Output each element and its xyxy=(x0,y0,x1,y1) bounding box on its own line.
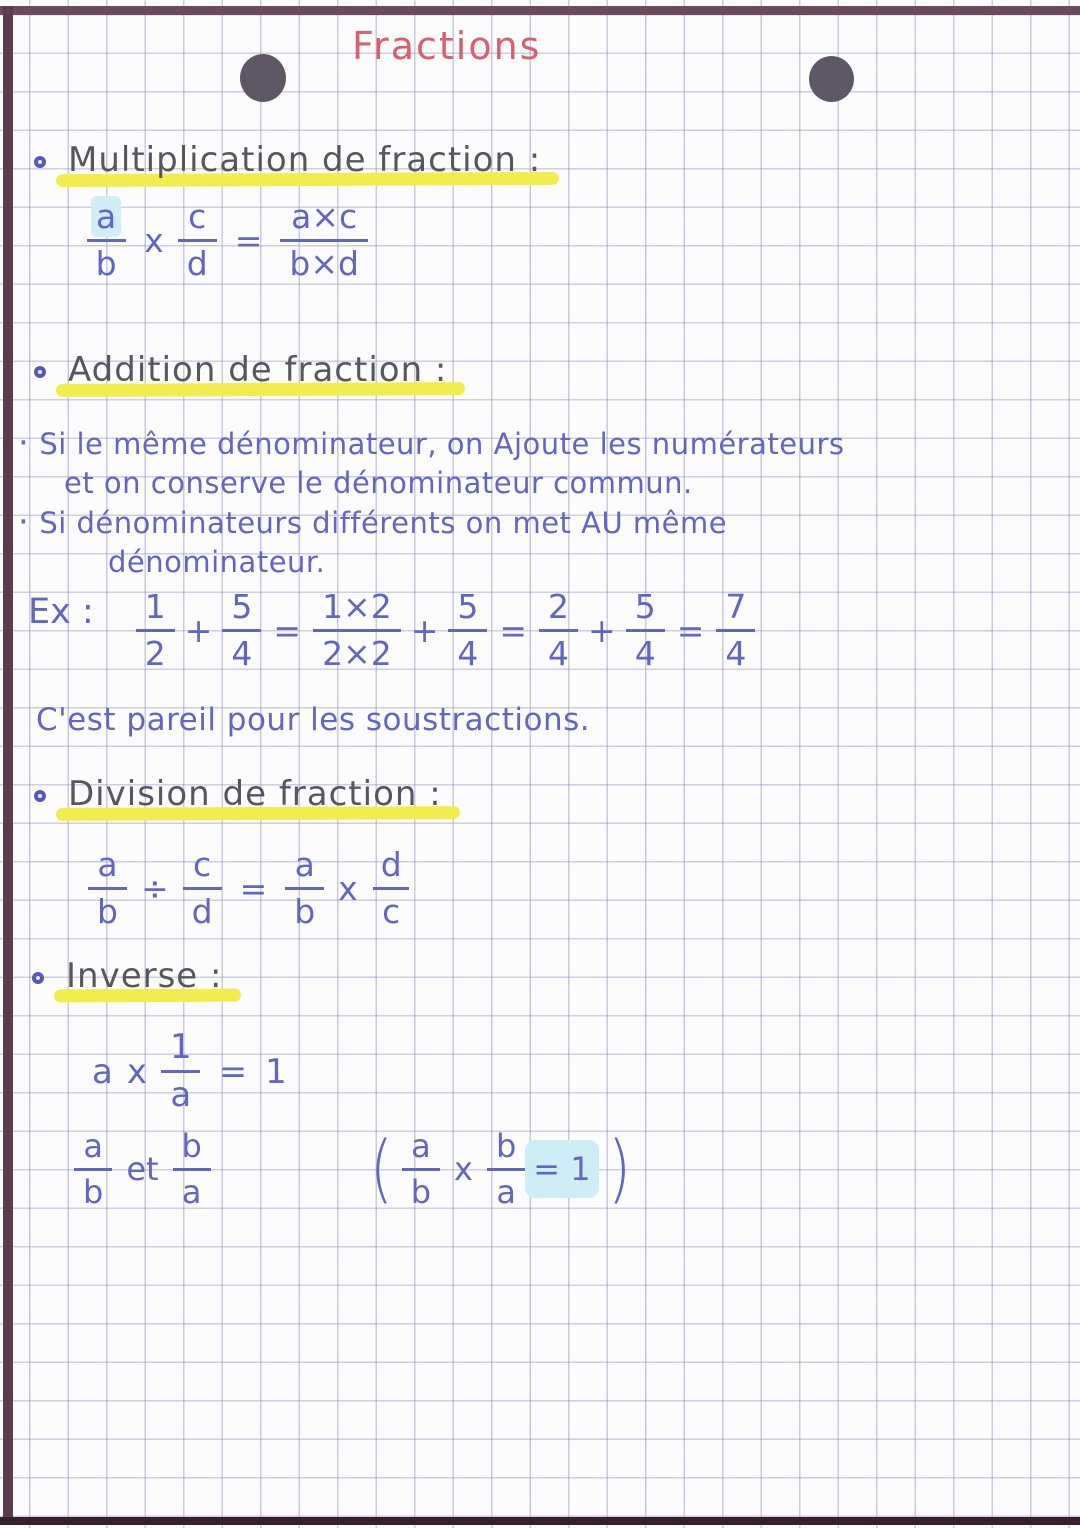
equals-sign: = xyxy=(218,1051,248,1092)
equals-sign: = xyxy=(676,610,705,650)
times-sign: x xyxy=(126,1051,147,1092)
fraction: $\frac{2}{4}$ xyxy=(539,588,578,673)
et-word: et xyxy=(126,1150,159,1189)
plus-sign: + xyxy=(184,610,213,650)
fraction: $\frac{a\times c}{b\times d}$ xyxy=(280,198,368,283)
equals-sign: = xyxy=(499,610,528,650)
cyan-highlight: a xyxy=(91,196,121,237)
section-heading: Addition de fraction : xyxy=(68,350,448,390)
section-inverse xyxy=(32,956,223,996)
addition-example xyxy=(28,588,755,673)
multiplication-formula xyxy=(82,198,368,283)
dot-bullet-icon: · xyxy=(18,502,30,542)
note-line: · Si dénominateurs différents on met AU même xyxy=(18,502,728,542)
times-sign: x xyxy=(454,1150,473,1189)
fraction: $\frac{5}{4}$ xyxy=(448,588,487,673)
page-edge-left xyxy=(3,6,13,1520)
fraction: $\frac{c}{d}$ xyxy=(178,198,217,283)
equals-sign: = xyxy=(273,610,302,650)
open-paren: ( xyxy=(369,1126,393,1213)
section-heading: Inverse : xyxy=(66,956,223,996)
addition-notes xyxy=(18,424,1068,582)
times-sign: x xyxy=(144,220,164,260)
bullet-icon xyxy=(34,156,46,168)
fraction: $\frac{1}{2}$ xyxy=(136,588,175,673)
fraction: $\frac{a}{b}$ xyxy=(402,1128,440,1211)
note-line: dénominateur. xyxy=(108,545,326,579)
fraction: $\frac{b}{a}$ xyxy=(487,1128,525,1211)
divide-sign: ÷ xyxy=(140,868,169,908)
fraction: $\frac{a}{b}$ xyxy=(285,846,324,931)
fraction: $\frac{1}{a}$ xyxy=(161,1028,201,1115)
fraction: $\frac{a}{b}$ xyxy=(82,198,130,283)
bullet-icon xyxy=(32,972,44,984)
dot-bullet-icon: · xyxy=(18,423,30,463)
equals-sign: = xyxy=(234,220,263,260)
fraction: $\frac{d}{c}$ xyxy=(372,846,411,931)
fraction: $\frac{5}{4}$ xyxy=(626,588,665,673)
inverse-formula xyxy=(92,1028,287,1115)
section-multiplication xyxy=(34,140,541,180)
section-division xyxy=(34,774,442,814)
fraction: $\frac{b}{a}$ xyxy=(173,1128,211,1211)
plus-sign: + xyxy=(410,610,439,650)
fraction: $\frac{1\times 2}{2\times 2}$ xyxy=(313,588,401,673)
division-formula xyxy=(88,846,411,931)
fraction: $\frac{a}{b}$ xyxy=(88,846,127,931)
fraction: $\frac{5}{4}$ xyxy=(222,588,261,673)
times-sign: x xyxy=(338,868,358,908)
subtraction-note: C'est pareil pour les soustractions. xyxy=(36,702,591,738)
close-paren: ) xyxy=(607,1126,631,1213)
page-edge-top xyxy=(0,6,1080,15)
note-line: et on conserve le dénominateur commun. xyxy=(64,466,693,500)
page-edge-bottom xyxy=(0,1517,1080,1525)
value-one: 1 xyxy=(265,1051,287,1092)
fraction: $\frac{c}{d}$ xyxy=(183,846,222,931)
bullet-icon xyxy=(34,790,46,802)
cyan-highlight-equals-one: = 1 xyxy=(525,1140,598,1198)
fraction: $\frac{a}{b}$ xyxy=(74,1128,112,1211)
hole-punch-right xyxy=(809,56,854,102)
bullet-icon xyxy=(34,366,46,378)
hole-punch-left xyxy=(240,54,286,102)
plus-sign: + xyxy=(588,610,616,650)
inverse-pair-formula xyxy=(74,1128,640,1211)
page-title: Fractions xyxy=(352,24,542,68)
section-heading: Multiplication de fraction : xyxy=(68,140,542,180)
section-heading: Division de fraction : xyxy=(68,774,442,814)
fraction: $\frac{7}{4}$ xyxy=(716,588,755,673)
equals-sign: = xyxy=(239,868,268,908)
variable-a: a xyxy=(92,1051,113,1092)
section-addition xyxy=(34,350,447,390)
example-label: Ex : xyxy=(28,592,94,632)
note-line: · Si le même dénominateur, on Ajoute les numérateurs xyxy=(18,423,845,463)
